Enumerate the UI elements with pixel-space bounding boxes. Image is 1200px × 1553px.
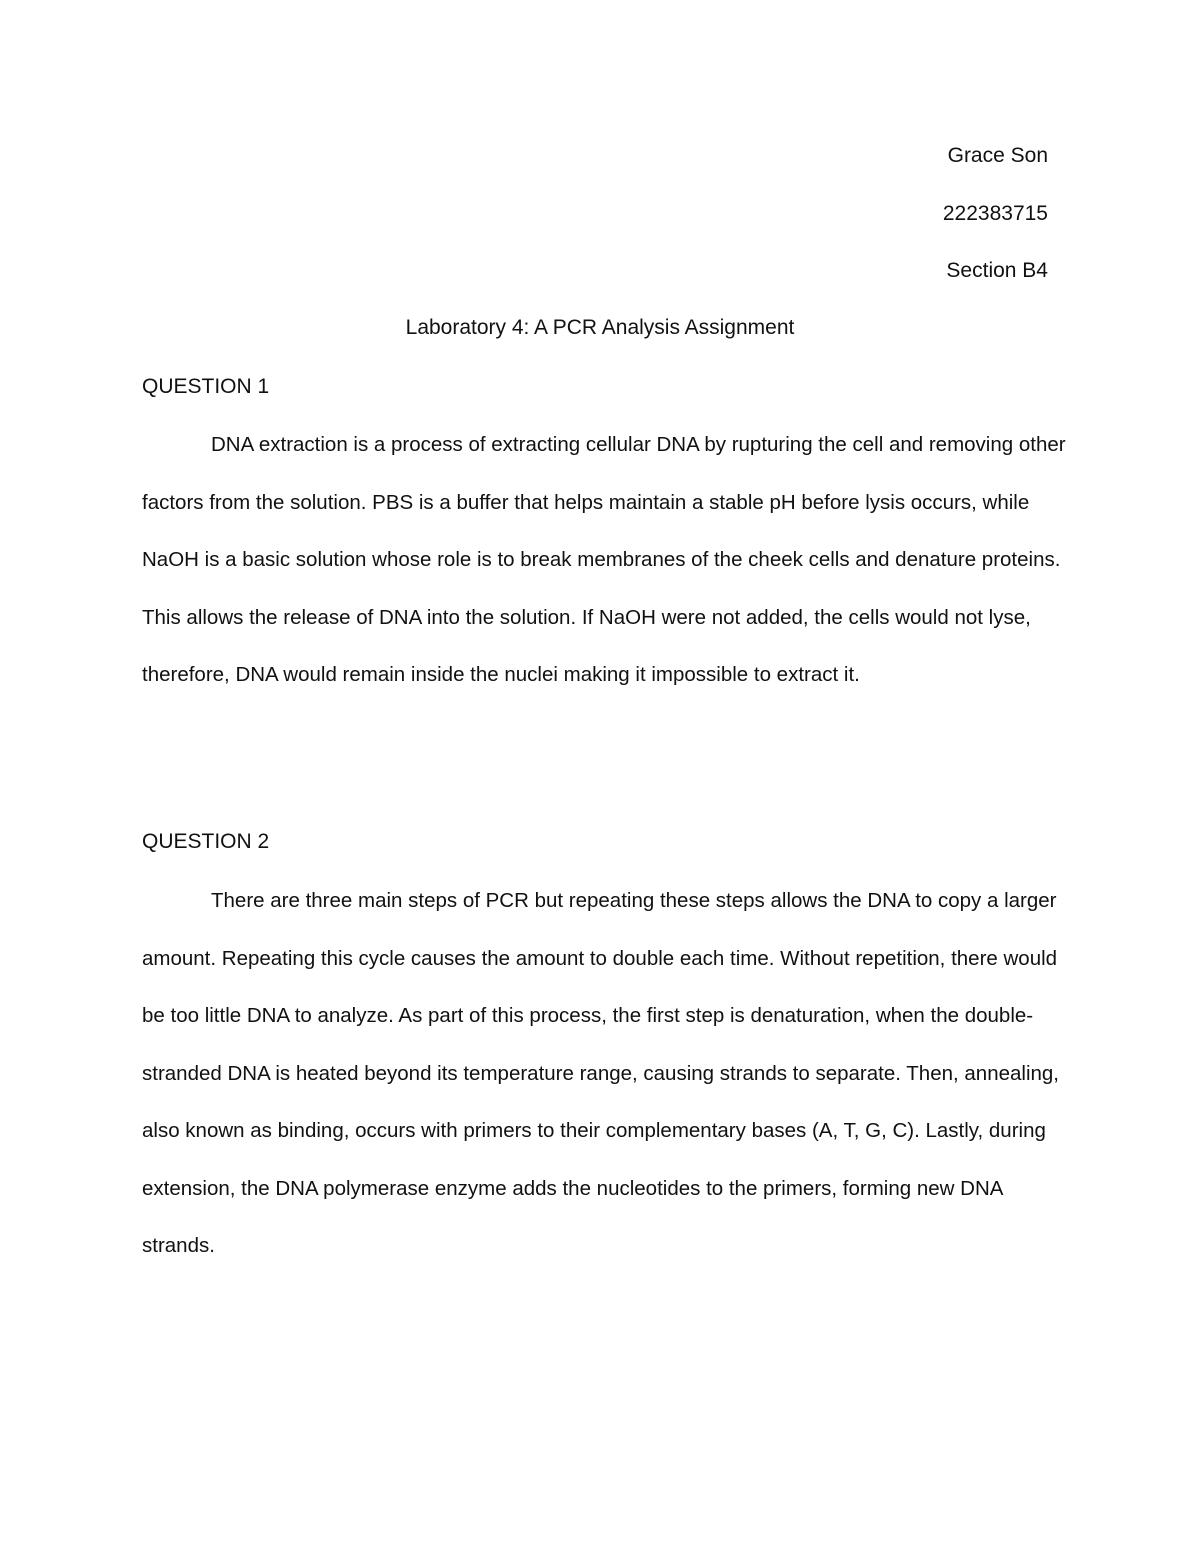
author-name: Grace Son xyxy=(947,144,1048,167)
question-2-heading: QUESTION 2 xyxy=(142,830,270,853)
student-id: 222383715 xyxy=(942,202,1048,225)
section-label: Section B4 xyxy=(946,259,1048,282)
document-title: Laboratory 4: A PCR Analysis Assignment xyxy=(405,316,795,339)
question-1-heading: QUESTION 1 xyxy=(142,375,270,398)
question-2-answer: There are three main steps of PCR but repeating these steps allows the DNA to copy a larger amount. Repeating this cycle causes the amount to double each time. Without repetition, there would be too little DNA to analyze. As part of this process, the first step is denaturation, when the double-stranded DNA is heated beyond its temperature range, causing strands to separate. Then, annealing, also known as binding, occurs with primers to their complementary bases (A, T, G, C). Lastly, during extension, the DNA polymerase enzyme adds the nucleotides to the primers, forming new DNA strands. xyxy=(142,889,1060,1257)
question-1-answer: DNA extraction is a process of extracting cellular DNA by rupturing the cell and removing other factors from the solution. PBS is a buffer that helps maintain a stable pH before lysis occurs, while NaOH is a basic solution whose role is to break membranes of the cheek cells and denature proteins. This allows the release of DNA into the solution. If NaOH were not added, the cells would not lyse, therefore, DNA would remain inside the nuclei making it impossible to extract it. xyxy=(142,433,1066,686)
